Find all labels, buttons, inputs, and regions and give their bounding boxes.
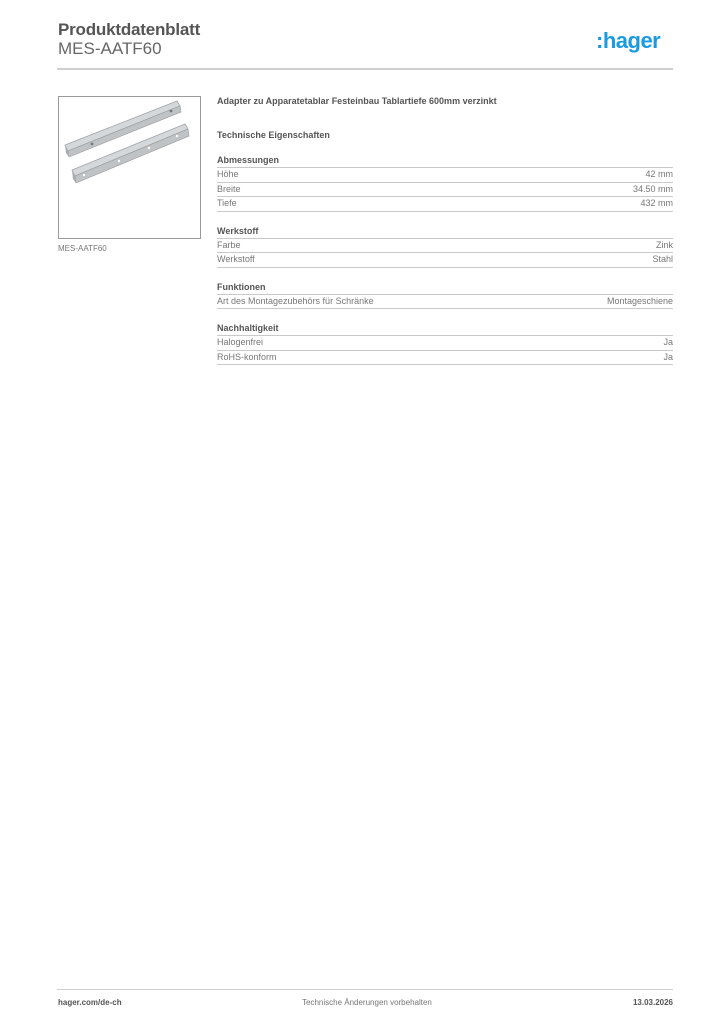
spec-value: 34.50 mm (632, 183, 673, 194)
section-title: Funktionen (217, 282, 673, 295)
spec-value: Stahl (652, 254, 673, 264)
header-divider (57, 68, 673, 70)
spec-value: Ja (663, 337, 673, 347)
spec-value: 432 mm (640, 198, 673, 208)
footer-date: 13.03.2026 (632, 998, 673, 1007)
section-title: Abmessungen (217, 155, 673, 168)
mounting-rail-icon (59, 97, 200, 238)
section-werkstoff (217, 226, 673, 268)
spec-value: Montageschiene (606, 295, 673, 306)
section-title: Werkstoff (217, 226, 673, 239)
image-caption: MES-AATF60 (58, 244, 107, 253)
spec-content (217, 96, 673, 365)
spec-value: 42 mm (645, 169, 673, 179)
spec-label: Farbe (217, 239, 241, 250)
spec-row (217, 253, 673, 268)
spec-row (217, 168, 673, 183)
spec-row (217, 336, 673, 351)
spec-label: Tiefe (217, 198, 237, 208)
footer-website-link[interactable]: hager.com/de-ch (58, 998, 122, 1007)
article-number: MES-AATF60 (58, 39, 162, 58)
spec-label: Breite (217, 183, 241, 194)
spec-value: Zink (655, 239, 673, 250)
page-title: Produktdatenblatt (58, 20, 201, 39)
spec-label: Halogenfrei (217, 337, 264, 347)
section-abmessungen (217, 155, 673, 212)
spec-value: Ja (663, 351, 673, 362)
footer-disclaimer: Technische Änderungen vorbehalten (302, 998, 432, 1007)
spec-label: RoHS-konform (217, 351, 277, 362)
spec-row (217, 197, 673, 212)
spec-row (217, 183, 673, 198)
tech-properties-title: Technische Eigenschaften (217, 130, 330, 140)
spec-row (217, 239, 673, 254)
spec-row (217, 351, 673, 366)
hager-logo: :hager (596, 28, 661, 53)
spec-label: Werkstoff (217, 254, 255, 264)
spec-label: Art des Montagezubehörs für Schränke (217, 295, 374, 306)
section-funktionen (217, 282, 673, 310)
footer-divider (57, 989, 673, 990)
section-nachhaltigkeit (217, 323, 673, 365)
spec-label: Höhe (217, 169, 239, 179)
section-title: Nachhaltigkeit (217, 323, 673, 336)
product-image (58, 96, 201, 239)
spec-row (217, 295, 673, 310)
product-description: Adapter zu Apparatetablar Festeinbau Tablartiefe 600mm verzinkt (217, 96, 497, 106)
